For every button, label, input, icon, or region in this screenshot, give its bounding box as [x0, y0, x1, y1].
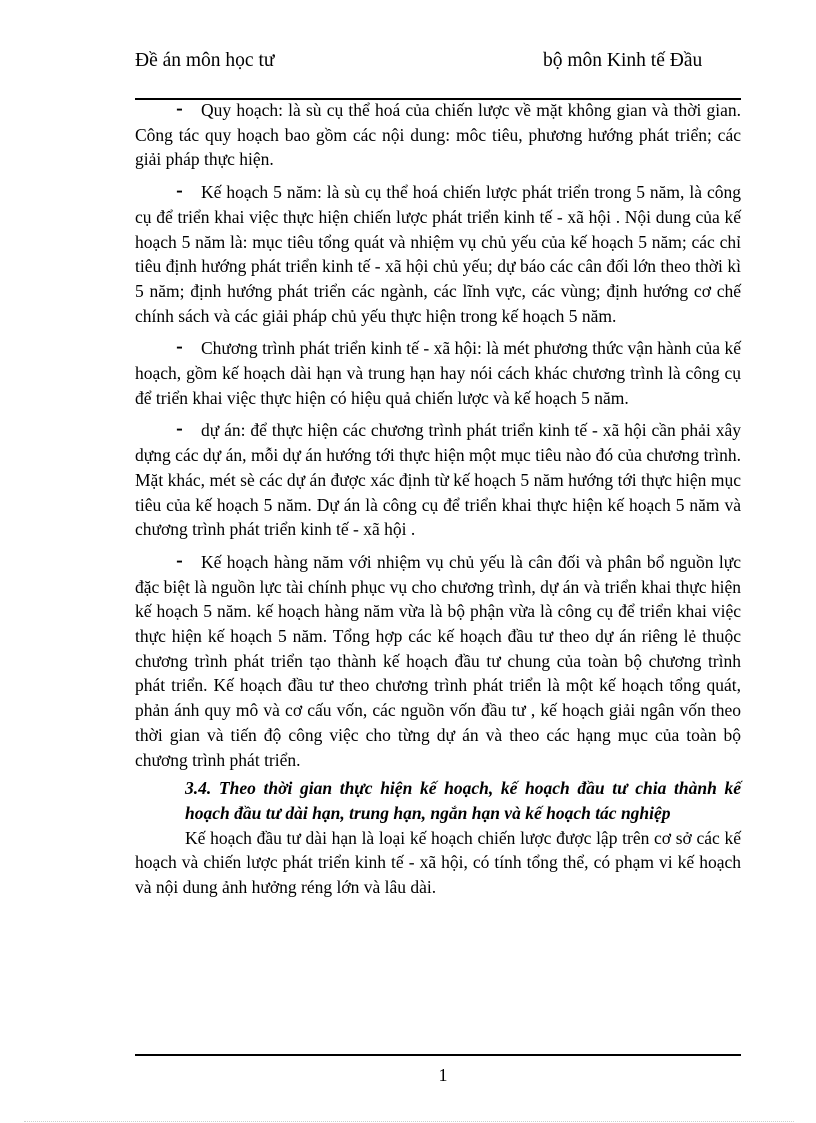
- bullet-text: dự án: để thực hiện các chương trình phát triển kinh tế - xã hội cần phải xây dựng các dự án, mỗi dự án hướng tới thực hiện một mục tiêu nào đó của chương trình. Mặt khác, mét sè các dự án được xác định từ kế hoạch 5 năm hướng tới thực hiện mục tiêu của kế hoạch 5 năm. Dự án là công cụ để triển khai thực hiện kế hoạch 5 năm và chương trình phát triển kinh tế - xã hội .: [135, 420, 741, 540]
- bullet-text: Kế hoạch hàng năm với nhiệm vụ chủ yếu là cân đối và phân bổ nguồn lực đặc biệt là nguồn lực tài chính phục vụ cho chương trình, dự án và triển khai thực hiện kế hoạch 5 năm. kế hoạch hàng năm vừa là bộ phận vừa là công cụ để triển khai việc thực hiện kế hoạch 5 năm. Tổng hợp các kế hoạch đầu tư theo dự án riêng lẻ thuộc chương trình phát triển tạo thành kế hoạch đầu tư chung của toàn bộ chương trình phát triển. Kế hoạch đầu tư theo chương trình phát triển là một kế hoạch tổng quát, phản ánh quy mô và cơ cấu vốn, các nguồn vốn đầu tư , kế hoạch giải ngân vốn theo thời gian và tiến độ công việc cho từng dự án và theo các hạng mục của toàn bộ chương trình phát triển.: [135, 551, 741, 770]
- bullet-paragraph-planning: [135, 98, 741, 172]
- bullet-icon: ⁃: [175, 100, 184, 120]
- bullet-icon: ⁃: [175, 551, 184, 572]
- bullet-icon: ⁃: [175, 338, 184, 359]
- bullet-paragraph-programme: [135, 336, 741, 410]
- bullet-text: Quy hoạch: là sù cụ thể hoá của chiến lược về mặt không gian và thời gian. Công tác quy hoạch bao gồm các nội dung: môc tiêu, phương hướng phát triển; các giải pháp thực hiện.: [135, 100, 741, 170]
- bullet-icon: ⁃: [175, 420, 184, 441]
- bullet-text: Chương trình phát triển kinh tế - xã hội: là mét phương thức vận hành của kế hoạch, gồm kế hoạch dài hạn và trung hạn hay nói cách khác chương trình là công cụ để triển khai việc thực hiện có hiệu quả chiến lược và kế hoạch 5 năm.: [135, 338, 741, 408]
- body-paragraph: Kế hoạch đầu tư dài hạn là loại kế hoạch chiến lược được lập trên cơ sở các kế hoạch và chiến lược phát triển kinh tế - xã hội, có tính tổng thể, có phạm vi kế hoạch và nội dung ảnh hưởng réng lớn và lâu dài.: [135, 827, 741, 898]
- bullet-text: Kế hoạch 5 năm: là sù cụ thể hoá chiến lược phát triển trong 5 năm, là công cụ để triển khai việc thực hiện chiến lược phát triển kinh tế - xã hội . Nội dung của kế hoạch 5 năm là: mục tiêu tổng quát và nhiệm vụ chủ yếu của kế hoạch 5 năm; các chỉ tiêu định hướng phát triển kinh tế - xã hội chủ yếu; dự báo các cân đối lớn theo thời kì 5 năm; định hướng phát triển các ngành, các lĩnh vực, các vùng; định hướng cơ chế chính sách và các giải pháp chủ yếu thực hiện trong kế hoạch 5 năm.: [135, 182, 741, 326]
- document-body: [135, 98, 741, 900]
- header-course-title: Đề án môn học tư: [135, 50, 275, 71]
- bullet-paragraph-project: [135, 418, 741, 542]
- footer-divider: [135, 1054, 741, 1056]
- bullet-paragraph-annual-plan: [135, 550, 741, 772]
- page-number: 1: [438, 1065, 448, 1085]
- page-header: [135, 48, 741, 100]
- bullet-paragraph-five-year-plan: [135, 180, 741, 328]
- page-edge: [24, 1121, 794, 1122]
- section-heading: 3.4. Theo thời gian thực hiện kế hoạch, kế hoạch đầu tư chia thành kế hoạch đầu tư dài hạn, trung hạn, ngắn hạn và kế hoạch tác nghiệp: [185, 778, 741, 823]
- header-department: bộ môn Kinh tế Đầu: [543, 50, 703, 71]
- bullet-icon: ⁃: [175, 182, 184, 203]
